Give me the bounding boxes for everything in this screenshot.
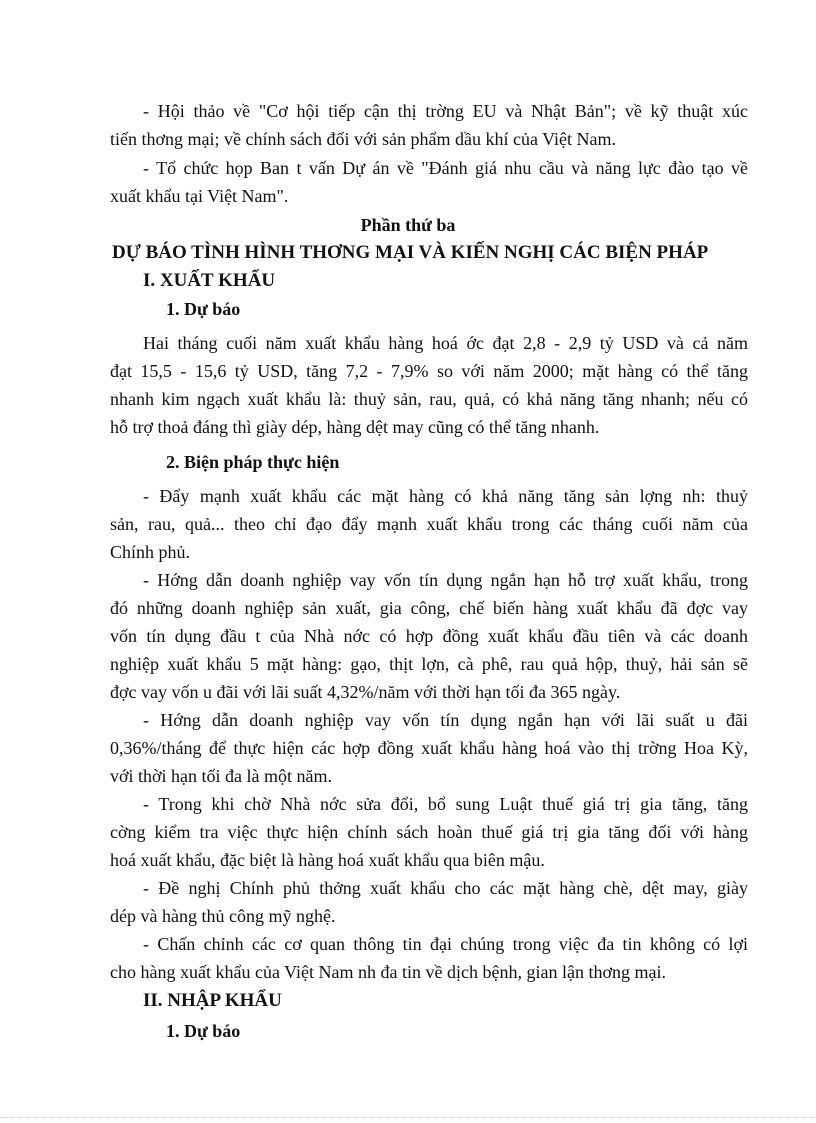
paragraph-line: vốn tín dụng đầu t của Nhà nớc có hợp đồng xuất khẩu đầu tiên và các doanh — [110, 626, 748, 646]
paragraph-line: xuất khẩu tại Việt Nam". — [110, 186, 289, 206]
paragraph-line: - Đề nghị Chính phủ thởng xuất khẩu cho các mặt hàng chè, dệt may, giày — [143, 878, 748, 898]
paragraph-line: cờng kiểm tra việc thực hiện chính sách hoàn thuế giá trị gia tăng đối với hàng — [110, 822, 748, 842]
subsection-title: 1. Dự báo — [166, 1021, 241, 1041]
section-title: II. NHẬP KHẨU — [143, 990, 282, 1011]
part-title: Phần thứ ba — [360, 215, 456, 235]
paragraph-line: - Hớng dẫn doanh nghiệp vay vốn tín dụng ngắn hạn với lãi suất u đãi — [143, 710, 748, 730]
paragraph-line: nghiệp xuất khẩu 5 mặt hàng: gạo, thịt lợn, cà phê, rau quả hộp, thuỷ, hải sản sẽ — [110, 654, 748, 674]
paragraph-line: - Hớng dẫn doanh nghiệp vay vốn tín dụng ngắn hạn hỗ trợ xuất khẩu, trong — [143, 570, 748, 590]
paragraph-line: 0,36%/tháng để thực hiện các hợp đồng xuất khẩu hàng hoá vào thị trờng Hoa Kỳ, — [110, 738, 748, 758]
paragraph-line: đạt 15,5 - 15,6 tỷ USD, tăng 7,2 - 7,9% so với năm 2000; mặt hàng có thể tăng — [110, 361, 748, 381]
paragraph-line: hỗ trợ thoả đáng thì giày dép, hàng dệt may cũng có thể tăng nhanh. — [110, 417, 600, 437]
main-heading: DỰ BÁO TÌNH HÌNH THƠNG MẠI VÀ KIẾN NGHỊ CÁC BIỆN PHÁP — [112, 242, 709, 263]
paragraph-line: sản, rau, quả... theo chỉ đạo đẩy mạnh xuất khẩu trong các tháng cuối năm của — [110, 514, 748, 534]
paragraph-line: với thời hạn tối đa là một năm. — [110, 766, 333, 786]
paragraph-line: nhanh kim ngạch xuất khẩu là: thuỷ sản, rau, quả, có khả năng tăng nhanh; nếu có — [110, 389, 748, 409]
subsection-title: 1. Dự báo — [166, 299, 241, 319]
paragraph-line: hoá xuất khẩu, đặc biệt là hàng hoá xuất khẩu qua biên mậu. — [110, 850, 545, 870]
subsection-title: 2. Biện pháp thực hiện — [166, 452, 340, 472]
paragraph-line: - Chấn chỉnh các cơ quan thông tin đại chúng trong việc đa tin không có lợi — [143, 934, 748, 954]
paragraph-line: đợc vay vốn u đãi với lãi suất 4,32%/năm với thời hạn tối đa 365 ngày. — [110, 682, 621, 702]
paragraph-line: Hai tháng cuối năm xuất khẩu hàng hoá ớc đạt 2,8 - 2,9 tỷ USD và cả năm — [143, 333, 748, 353]
paragraph-line: Chính phủ. — [110, 542, 191, 562]
section-title: I. XUẤT KHẨU — [143, 270, 276, 291]
page-bottom-divider — [0, 1117, 816, 1118]
paragraph-line: đó những doanh nghiệp sản xuất, gia công, chế biến hàng xuất khẩu đã đợc vay — [110, 598, 748, 618]
paragraph-line: - Trong khi chờ Nhà nớc sửa đổi, bổ sung Luật thuế giá trị gia tăng, tăng — [143, 794, 748, 814]
paragraph-line: dép và hàng thủ công mỹ nghệ. — [110, 906, 336, 926]
paragraph-line: - Đẩy mạnh xuất khẩu các mặt hàng có khả năng tăng sản lợng nh: thuỷ — [143, 486, 748, 506]
paragraph-line: - Tổ chức họp Ban t vấn Dự án về "Đánh giá nhu cầu và năng lực đào tạo về — [143, 158, 748, 178]
paragraph-line: - Hội thảo về "Cơ hội tiếp cận thị trờng EU và Nhật Bản"; về kỹ thuật xúc — [143, 101, 748, 121]
paragraph-line: tiến thơng mại; về chính sách đối với sản phẩm dầu khí của Việt Nam. — [110, 129, 617, 149]
paragraph-line: cho hàng xuất khẩu của Việt Nam nh đa tin về dịch bệnh, gian lận thơng mại. — [110, 962, 666, 982]
